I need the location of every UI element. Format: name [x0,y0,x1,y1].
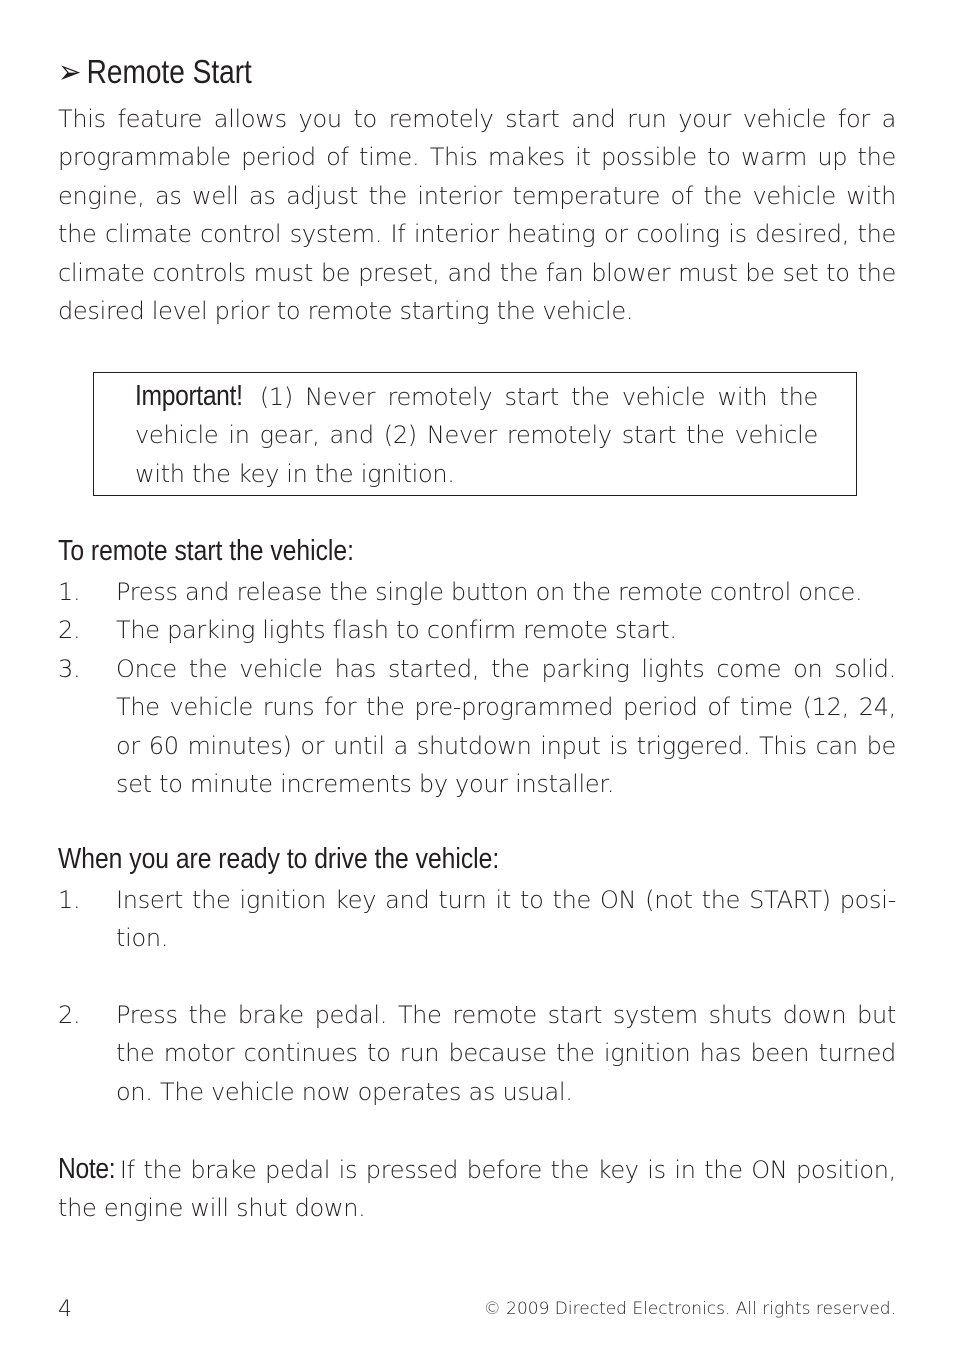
step-text: Press and release the single button on the remote control once. [116,578,863,606]
important-label: Important! [135,380,243,412]
step-number: 1. [58,578,81,606]
note-label: Note: [58,1153,116,1185]
step-text: The parking lights flash to confirm remote start. [116,616,677,645]
list-item [58,650,896,804]
step-text: Press the brake pedal. The remote start system shuts down but the motor continues to run because the ignition has been turned on. The vehicle now operates as usual. [116,1000,896,1106]
intro-paragraph: This feature allows you to remotely start and run your vehicle for a programmable period of time. This makes it possible to warm up the engine, as well as adjust the interior temperature of the vehicle with the climate control system. If interior heating or cooling is desired, the climate controls must be preset, and the fan blower must be set to the desired level prior to remote starting the vehicle. [58,105,896,326]
list-item [58,996,896,1111]
section-title [58,50,770,94]
note-text: If the brake pedal is pressed before the key is in the ON position, the engine will shut down. [58,1156,896,1223]
important-callout [93,372,857,496]
arrow-bullet-icon: ➢ [58,53,82,90]
list-item [58,611,896,649]
remote-start-heading: To remote start the vehicle: [58,535,354,567]
step-number: 2. [58,1000,81,1029]
page-number: 4 [58,1297,72,1322]
manual-page [58,50,896,1223]
step-number: 1. [58,886,81,914]
note-paragraph [58,1150,896,1228]
important-text: (1) Never remotely start the vehicle with the vehicle in gear, and (2) Never remotely start the vehicle with the key in the ignition. [135,383,818,488]
step-number: 3. [58,654,81,683]
list-item [58,881,896,958]
step-text: Insert the ignition key and turn it to the ON (not the START) posi- tion. [116,886,896,953]
list-item [58,573,896,611]
step-number: 2. [58,616,81,645]
section-title-text: Remote Start [86,53,252,90]
important-content [135,377,818,493]
remote-start-steps-list [58,573,896,803]
step-text: Once the vehicle has started, the parking lights come on solid. The vehicle runs for the pre-programmed period of time (12, 24, or 60 minutes) or until a shutdown input is triggered. This can be set to minute increments by your installer. [116,654,896,799]
drive-heading: When you are ready to drive the vehicle: [58,843,500,875]
copyright-notice: © 2009 Directed Electronics. All rights reserved. [483,1299,896,1319]
drive-steps-list [58,881,896,1111]
